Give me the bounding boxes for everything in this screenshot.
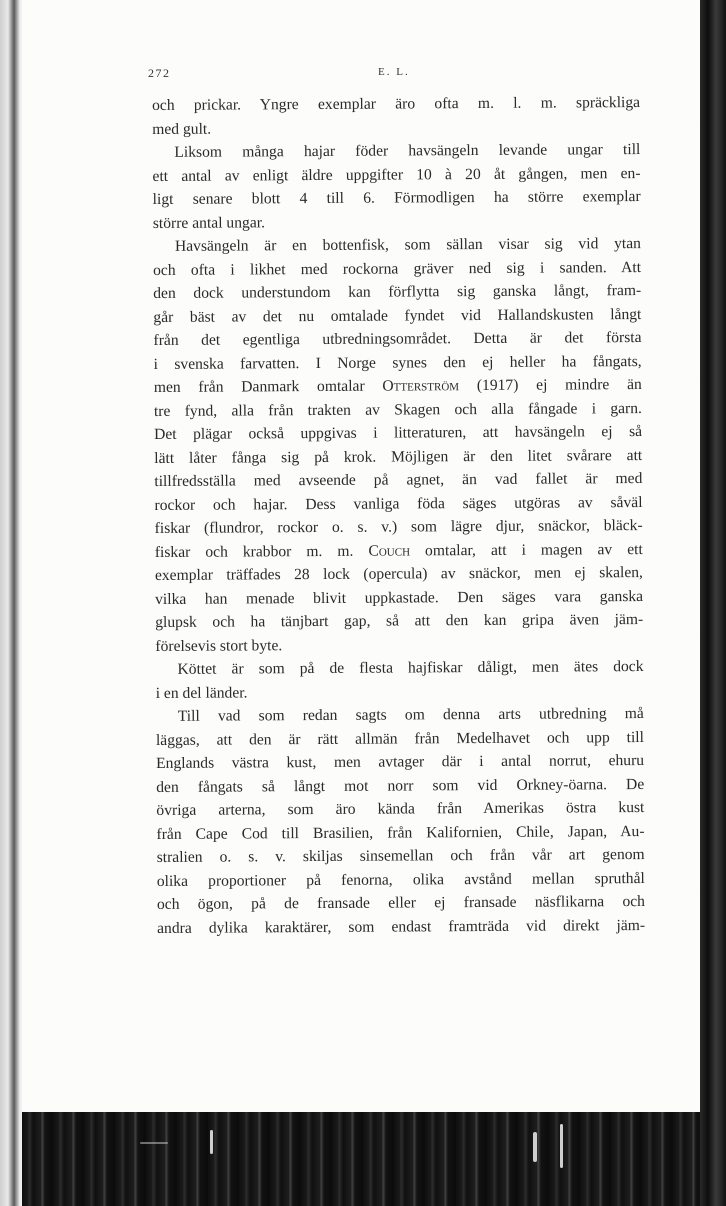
text-run: går bäst av det nu omtalade fyndet vid Hallandskusten långt [153, 305, 642, 326]
text-line [155, 538, 643, 564]
text-line [155, 514, 643, 540]
text-run: omtalar, att i magen av ett [409, 540, 643, 559]
text-line [154, 467, 642, 493]
text-run: den fångats så långt mot norr som vid Orkney-öarna. De [156, 775, 645, 796]
text-run: ett antal av enligt äldre uppgifter 10 à 20 åt gången, men en- [152, 164, 641, 185]
author-name: Couch [368, 541, 411, 560]
scanner-right-edge [700, 0, 726, 1206]
text-run: tillfredsställa med avseende på agnet, än vad fallet är med [154, 470, 643, 490]
text-run: fiskar och krabbor m. m. [154, 542, 369, 561]
text-run: ligt senare blott 4 till 6. Förmodligen ha större exemplar [152, 188, 641, 208]
text-run: vilka han menade blivit uppkastade. Den säges vara ganska [155, 587, 644, 608]
text-line [153, 279, 641, 305]
text-run: förelsevis stort byte. [155, 636, 283, 655]
text-line [155, 585, 643, 611]
text-run: och ögon, på de fransade eller ej fransade näsflikarna och [156, 893, 645, 913]
text-line [156, 726, 644, 752]
author-name: Otterström [382, 377, 460, 395]
text-run: övriga arterna, som äro kända från Amerikas östra kust [156, 799, 645, 819]
text-line [154, 491, 642, 517]
page-number: 272 [148, 66, 171, 80]
text-run: från Cape Cod till Brasilien, från Kalifornien, Chile, Japan, Au- [156, 822, 645, 843]
scanner-bottom-strip [22, 1112, 700, 1206]
text-run: läggas, att den är rätt allmän från Medelhavet och upp till [155, 728, 644, 749]
text-line [152, 91, 640, 117]
text-line [153, 232, 641, 258]
text-run: och ofta i likhet med rockorna gräver ned sig i sanden. Att [153, 258, 642, 279]
text-run: Köttet är som på de flesta hajfiskar dåligt, men ätes dock [177, 658, 644, 678]
text-line [155, 561, 643, 587]
text-run: med gult. [152, 120, 212, 138]
text-line [154, 397, 642, 423]
text-run: andra dylika karaktärer, som endast framträda vid direkt jäm- [157, 916, 646, 937]
text-line [155, 608, 643, 634]
body-text [152, 91, 645, 940]
text-run: och prickar. Yngre exemplar äro ofta m. l. m. spräckliga [152, 94, 641, 114]
text-line [157, 867, 645, 893]
text-line [156, 702, 644, 728]
text-run: men från Danmark omtalar [153, 377, 383, 396]
text-line [152, 138, 640, 164]
text-line [153, 185, 641, 211]
page-header [148, 66, 638, 86]
text-run: lätt låter fånga sig på krok. Möjligen är den litet svårare att [154, 446, 643, 467]
scanner-left-edge [0, 0, 22, 1206]
text-run: exemplar träffades 28 lock (opercula) av snäckor, men ej skalen, [154, 564, 643, 584]
text-line [152, 162, 640, 188]
text-run: större antal ungar. [152, 213, 265, 232]
text-line [156, 796, 644, 822]
text-run: från det egentliga utbredningsområdet. Detta är det första [153, 329, 642, 349]
text-line [156, 679, 644, 705]
text-line [157, 843, 645, 869]
text-run: i en del länder. [155, 683, 248, 702]
text-run: Det plägar också uppgivas i litteraturen, att havsängeln ej så [154, 423, 643, 443]
running-head: E. L. [378, 66, 410, 78]
text-run: Havsängeln är en bottenfisk, som sällan visar sig vid ytan [174, 235, 641, 255]
text-line [153, 303, 641, 329]
text-run: fiskar (flundror, rockor o. s. v.) som lägre djur, snäckor, bläck- [154, 517, 643, 537]
text-run: (1917) ej mindre än [459, 376, 642, 395]
text-run: i svenska farvatten. I Norge synes den ej heller ha fångats, [153, 352, 642, 373]
text-run: stralien o. s. v. skiljas sinsemellan och från vår art genom [156, 846, 645, 866]
text-line [155, 632, 643, 658]
text-run: olika proportioner på fenorna, olika avstånd mellan spruthål [156, 869, 645, 890]
text-run: den dock understundom kan förflytta sig ganska långt, fram- [153, 282, 642, 302]
text-line [157, 914, 645, 940]
text-line [153, 256, 641, 282]
text-run: tre fynd, alla från trakten av Skagen och alla fångade i garn. [153, 399, 642, 420]
text-line [154, 373, 642, 399]
text-line [154, 420, 642, 446]
text-run: Englands västra kust, men avtager där i antal norrut, ehuru [156, 752, 645, 772]
text-line [154, 444, 642, 470]
text-line [152, 115, 640, 141]
text-run: rockor och hajar. Dess vanliga föda säges utgöras av såväl [154, 493, 643, 514]
text-run: Till vad som redan sagts om denna arts utbredning må [177, 705, 644, 725]
text-line [153, 326, 641, 352]
text-line [157, 890, 645, 916]
text-line [155, 655, 643, 681]
text-run: glupsk och ha tänjbart gap, så att den kan gripa även jäm- [155, 611, 644, 631]
text-line [154, 350, 642, 376]
text-line [156, 820, 644, 846]
text-line [156, 749, 644, 775]
text-line [153, 209, 641, 235]
text-run: Liksom många hajar föder havsängeln levande ungar till [174, 141, 641, 161]
text-line [156, 773, 644, 799]
